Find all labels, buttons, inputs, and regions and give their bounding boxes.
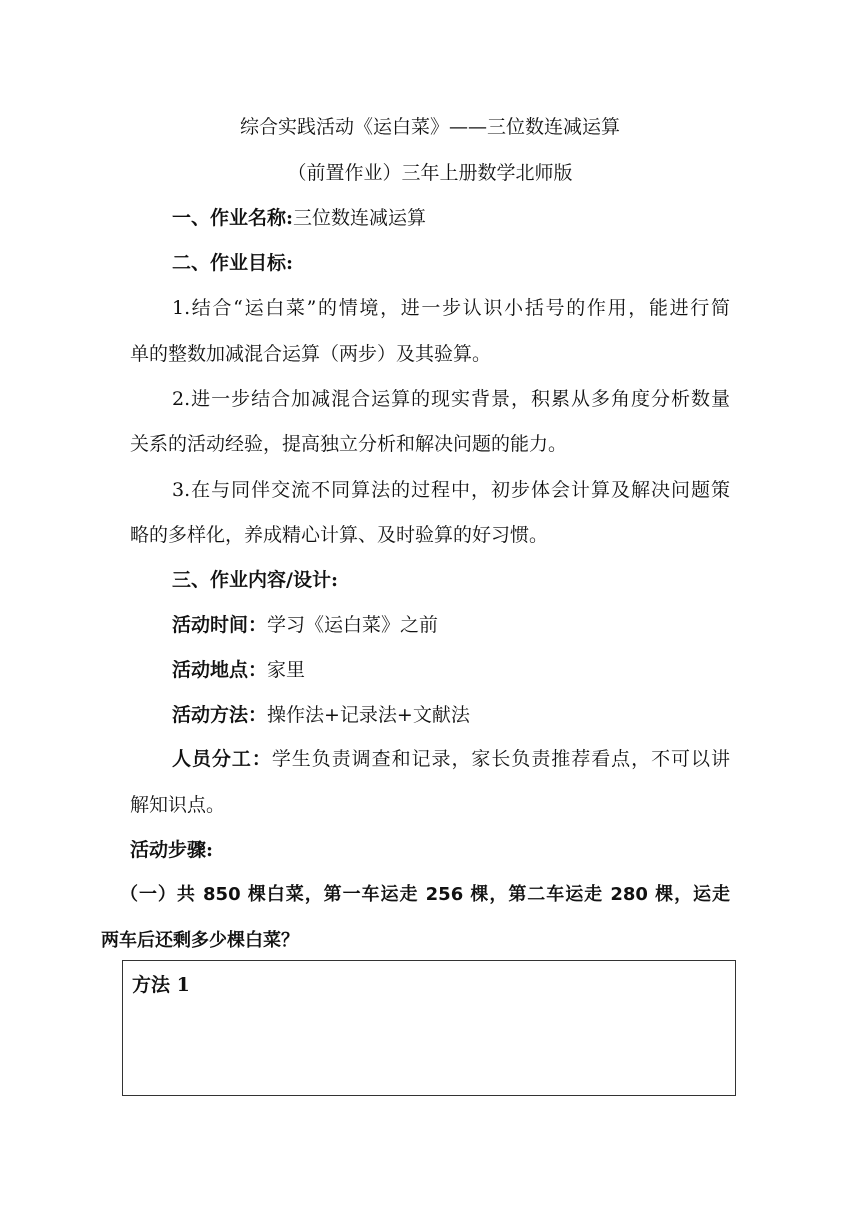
problem-1-line-1: （一）共 850 棵白菜，第一车运走 256 棵，第二车运走 280 棵，运走	[120, 884, 730, 905]
section-1	[172, 205, 426, 231]
title-line-1: 综合实践活动《运白菜》——三位数连减运算	[239, 116, 620, 138]
answer-box-label: 方法 1	[132, 974, 190, 996]
goal-1-line-2: 单的整数加减混合运算（两步）及其验算。	[130, 343, 492, 365]
goal-3-line-1: 3.在与同伴交流不同算法的过程中，初步体会计算及解决问题策	[172, 479, 730, 501]
roles-line-2: 解知识点。	[130, 794, 226, 816]
section-1-heading: 一、作业名称:	[172, 207, 294, 229]
activity-place-label: 活动地点：	[172, 659, 268, 681]
roles-line-1	[172, 746, 730, 772]
activity-time-value: 学习《运白菜》之前	[267, 614, 439, 636]
title-line-2: （前置作业）三年上册数学北师版	[287, 162, 573, 184]
activity-place	[172, 657, 305, 683]
goal-2-line-1: 2.进一步结合加减混合运算的现实背景，积累从多角度分析数量	[172, 388, 730, 410]
goal-2-line-2: 关系的活动经验，提高独立分析和解决问题的能力。	[130, 433, 568, 455]
activity-method	[172, 702, 470, 728]
answer-box-method-1[interactable]	[122, 960, 736, 1096]
section-1-text: 三位数连减运算	[293, 207, 427, 229]
goal-1-line-1: 1.结合“运白菜”的情境，进一步认识小括号的作用，能进行简	[172, 297, 730, 319]
steps-heading: 活动步骤:	[130, 839, 214, 861]
activity-time-label: 活动时间：	[172, 614, 268, 636]
goal-3-line-2: 略的多样化，养成精心计算、及时验算的好习惯。	[130, 524, 549, 546]
roles-label: 人员分工：	[172, 748, 272, 770]
section-2-heading: 二、作业目标:	[172, 252, 294, 274]
problem-1-line-2: 两车后还剩多少棵白菜？	[101, 930, 299, 951]
section-3-heading: 三、作业内容/设计:	[172, 569, 338, 591]
roles-text: 学生负责调查和记录，家长负责推荐看点，不可以讲	[271, 748, 730, 770]
activity-place-value: 家里	[267, 659, 306, 681]
activity-method-value: 操作法+记录法+文献法	[267, 704, 470, 726]
activity-time	[172, 612, 438, 638]
activity-method-label: 活动方法：	[172, 704, 268, 726]
